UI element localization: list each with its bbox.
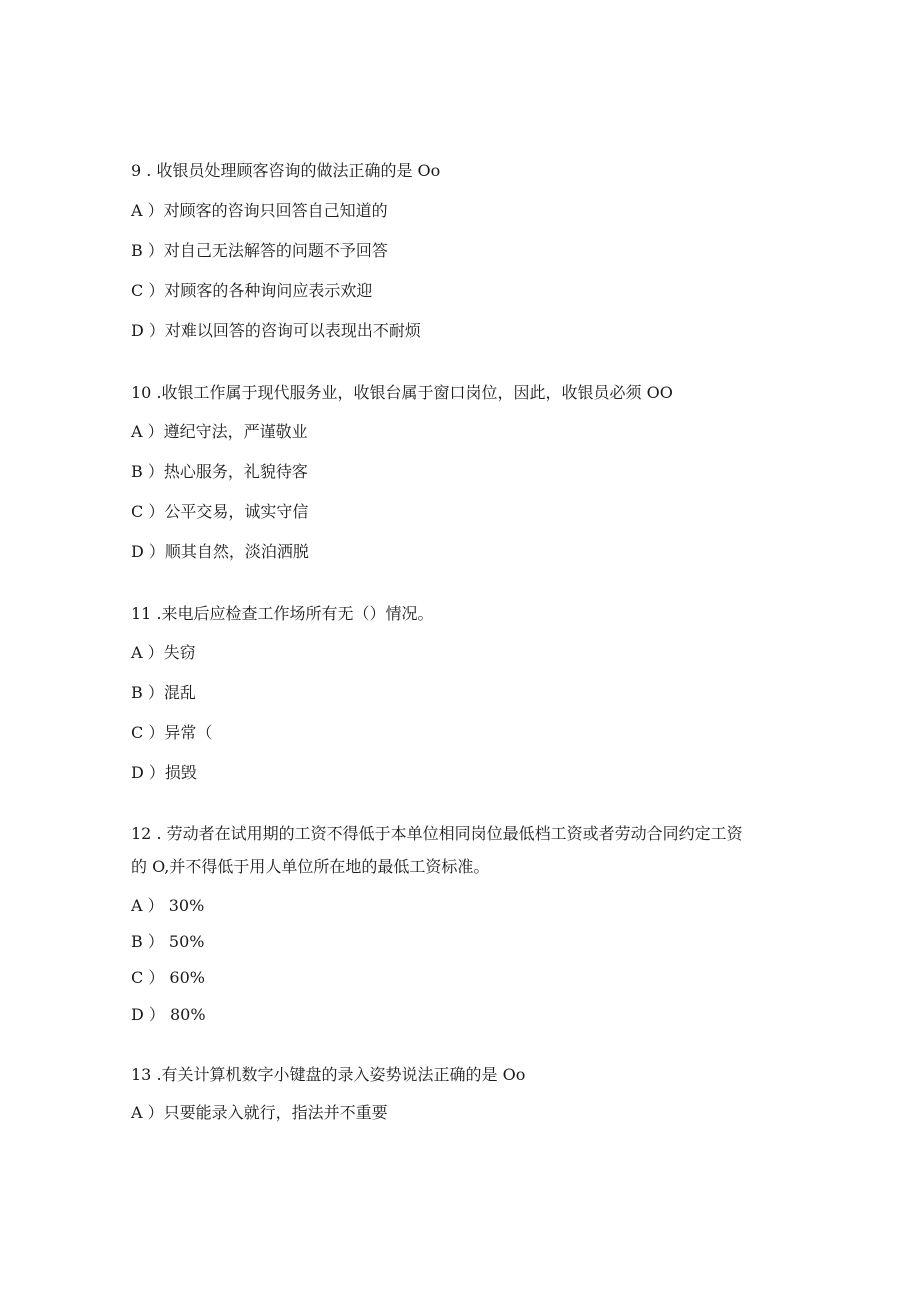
- question-10-stem: 10 .收银工作属于现代服务业，收银台属于窗口岗位，因此，收银员必须 OO: [131, 383, 673, 402]
- question-12-option-d: D ） 80%: [131, 1005, 206, 1024]
- question-9-option-a: A ）对顾客的咨询只回答自己知道的: [131, 201, 388, 220]
- question-9-stem: 9 . 收银员处理顾客咨询的做法正确的是 Oo: [131, 161, 441, 180]
- question-12-stem: 12 . 劳动者在试用期的工资不得低于本单位相同岗位最低档工资或者劳动合同约定工资: [131, 824, 743, 843]
- question-13-option-a: A ）只要能录入就行，指法并不重要: [131, 1103, 388, 1122]
- question-11-option-b: B ）混乱: [131, 683, 196, 702]
- question-12-option-b: B ） 50%: [131, 932, 205, 951]
- question-11-option-c: C ）异常（: [131, 723, 213, 742]
- question-9-option-c: C ）对顾客的各种询问应表示欢迎: [131, 281, 373, 300]
- question-10-option-d: D ）顺其自然，淡泊洒脱: [131, 542, 309, 561]
- question-9-option-b: B ）对自己无法解答的问题不予回答: [131, 241, 388, 260]
- question-10-option-c: C ）公平交易，诚实守信: [131, 502, 309, 521]
- question-12-option-a: A ） 30%: [131, 896, 205, 915]
- question-10-option-b: B ）热心服务，礼貌待客: [131, 462, 308, 481]
- question-11-stem: 11 .来电后应检查工作场所有无（）情况。: [131, 604, 434, 623]
- question-12-option-c: C ） 60%: [131, 968, 205, 987]
- question-9-option-d: D ）对难以回答的咨询可以表现出不耐烦: [131, 321, 421, 340]
- question-11-option-d: D ）损毁: [131, 763, 197, 782]
- question-12-stem-continued: 的 O,并不得低于用人单位所在地的最低工资标准。: [131, 857, 490, 876]
- question-13-stem: 13 .有关计算机数字小键盘的录入姿势说法正确的是 Oo: [131, 1065, 526, 1084]
- question-10-option-a: A ）遵纪守法，严谨敬业: [131, 422, 308, 441]
- question-11-option-a: A ）失窃: [131, 643, 196, 662]
